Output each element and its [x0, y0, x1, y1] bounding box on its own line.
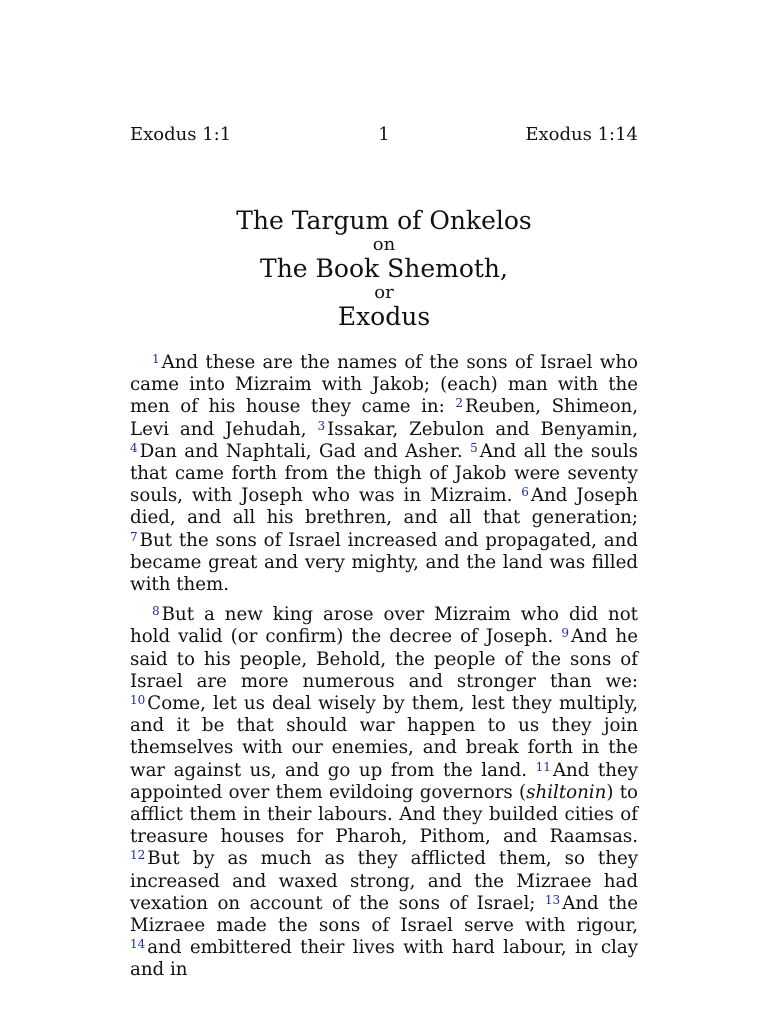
verse-text: And they appointed over them evildoing governors ( [130, 759, 638, 803]
verse-number: 8 [152, 604, 160, 619]
title-line-2: on [372, 234, 396, 255]
verse-text: Dan and Naphtali, Gad and Asher. [139, 440, 471, 462]
verse-text: But by as much as they afflicted them, so they increased and waxed strong, and the Mizraee had vexation on account of the sons of Israel; [130, 848, 638, 914]
verse-number: 9 [561, 626, 569, 641]
title-line-4: or [374, 282, 394, 303]
title-line-1: The Targum of Onkelos [236, 206, 532, 235]
verse-text: Issakar, Zebulon and Benyamin, [327, 418, 638, 440]
verse-number: 7 [130, 529, 138, 544]
running-header [130, 124, 638, 150]
verse-text: Come, let us deal wisely by them, lest they multiply, and it be that should war happen to us they join themselves with our enemies, and break forth in the war against us, and go up from the land. [130, 693, 638, 781]
header-right-reference: Exodus 1:14 [525, 124, 638, 145]
verse-text: And these are the names of the sons of Israel who came into Mizraim with Jakob; (each) man with the men of his house they came in: [130, 352, 638, 418]
paragraph [130, 604, 638, 981]
verse-number: 5 [470, 440, 478, 455]
scripture-text [130, 352, 638, 990]
verse-text: ) to afflict them in their labours. And they builded cities of treasure houses for Pharoh, Pithom, and Raamsas. [130, 781, 638, 848]
verse-number: 11 [535, 759, 551, 774]
verse-number: 4 [130, 440, 138, 455]
verse-number: 14 [130, 937, 146, 952]
verse-number: 2 [455, 396, 463, 411]
verse-number: 1 [152, 352, 160, 366]
verse-number: 3 [317, 418, 326, 433]
title-line-3: The Book Shemoth, [260, 254, 508, 283]
page-number: 1 [378, 124, 390, 145]
verse-italic-term: shiltonin [526, 781, 607, 803]
verse-number: 10 [130, 693, 146, 708]
title-line-5: Exodus [337, 302, 431, 331]
verse-number: 13 [544, 892, 561, 907]
header-left-reference: Exodus 1:1 [130, 124, 232, 145]
verse-text: Reuben, Shimeon, Levi and Jehudah, [130, 396, 639, 440]
paragraph [130, 352, 638, 596]
verse-number: 6 [521, 485, 529, 500]
verse-text: And Joseph died, and all his brethren, and all that generation; [130, 485, 638, 529]
verse-text: and embittered their lives with hard labour, in clay and in [130, 937, 638, 981]
verse-text: But the sons of Israel increased and propagated, and became great and very mighty, and the land was filled with them. [130, 529, 638, 596]
verse-number: 12 [130, 848, 146, 863]
verse-text: And the Mizraee made the sons of Israel serve with rigour, [130, 892, 639, 937]
verse-text: But a new king arose over Mizraim who did not hold valid (or confirm) the decree of Joseph. [130, 604, 638, 648]
book-title [130, 206, 638, 332]
verse-text: And he said to his people, Behold, the people of the sons of Israel are more numerous and stronger than we: [130, 626, 639, 692]
verse-text: And all the souls that came forth from the thigh of Jakob were seventy souls, with Joseph who was in Mizraim. [130, 440, 639, 507]
